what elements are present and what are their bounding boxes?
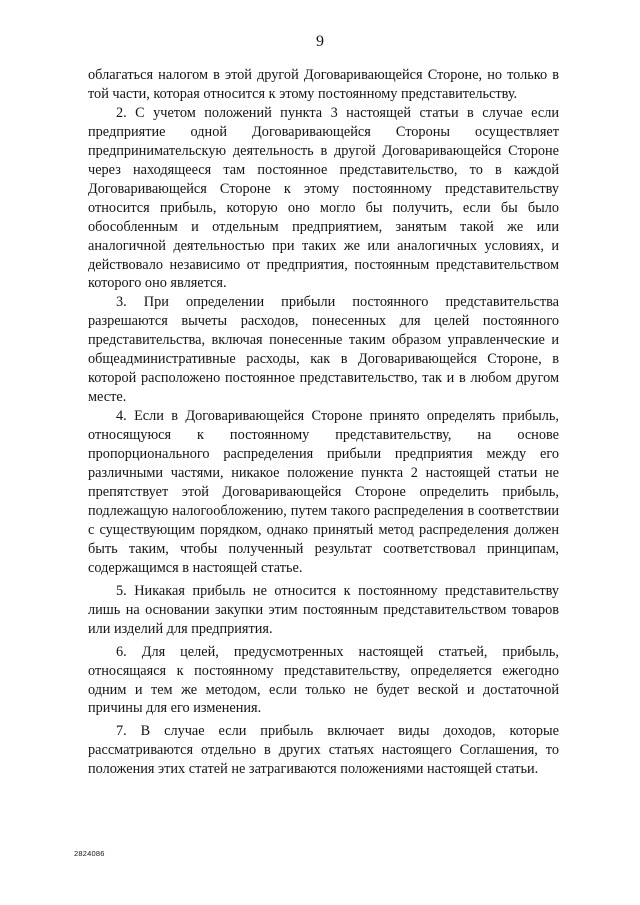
document-code: 2824086 <box>74 849 105 858</box>
page-number: 9 <box>316 33 324 50</box>
paragraph-2: 2. С учетом положений пункта 3 настоящей статьи в случае если предприятие одной Договаривающейся Стороны осуществляет предпринимательскую деятельность в другой Договаривающейся Стороне через находящееся там постоянное представительство, то в каждой Договаривающейся Стороне к этому постоянному представительству относится прибыль, которую оно могло бы получить, если бы было обособленным и отдельным предприятием, занятым такой же или аналогичной деятельностью при таких же или аналогичных условиях, и действовало независимо от предприятия, постоянным представительством которого оно является. <box>88 104 559 292</box>
paragraph-continuation: облагаться налогом в этой другой Договаривающейся Стороне, но только в той части, которая относится к этому постоянному представительству. <box>88 67 559 102</box>
document-body <box>88 66 559 779</box>
paragraph-6: 6. Для целей, предусмотренных настоящей статьей, прибыль, относящаяся к постоянному представительству, определяется ежегодно одним и тем же методом, если только не будет веской и достаточной причины для его изменения. <box>88 643 559 717</box>
paragraph-4: 4. Если в Договаривающейся Стороне принято определять прибыль, относящуюся к постоянному представительству, на основе пропорционального распределения прибыли предприятия между его различными частями, никакое положение пункта 2 настоящей статьи не препятствует этой Договаривающейся Стороне определить прибыль, подлежащую налогообложению, путем такого распределения в соответствии с существующим порядком, однако принятый метод распределения должен быть таким, чтобы полученный результат соответствовал принципам, содержащимся в настоящей статье. <box>88 408 559 576</box>
paragraph-5: 5. Никакая прибыль не относится к постоянному представительству лишь на основании закупки этим постоянным представительством товаров или изделий для предприятия. <box>88 582 559 637</box>
paragraph-3: 3. При определении прибыли постоянного представительства разрешаются вычеты расходов, понесенных для целей постоянного представительства, включая понесенные таким образом управленческие и общеадминистративные расходы, как в Договаривающейся Стороне, в которой расположено постоянное представительство, так и в любом другом месте. <box>88 294 559 406</box>
paragraph-7: 7. В случае если прибыль включает виды доходов, которые рассматриваются отдельно в других статьях настоящего Соглашения, то положения этих статей не затрагиваются положениями настоящей статьи. <box>88 723 559 778</box>
